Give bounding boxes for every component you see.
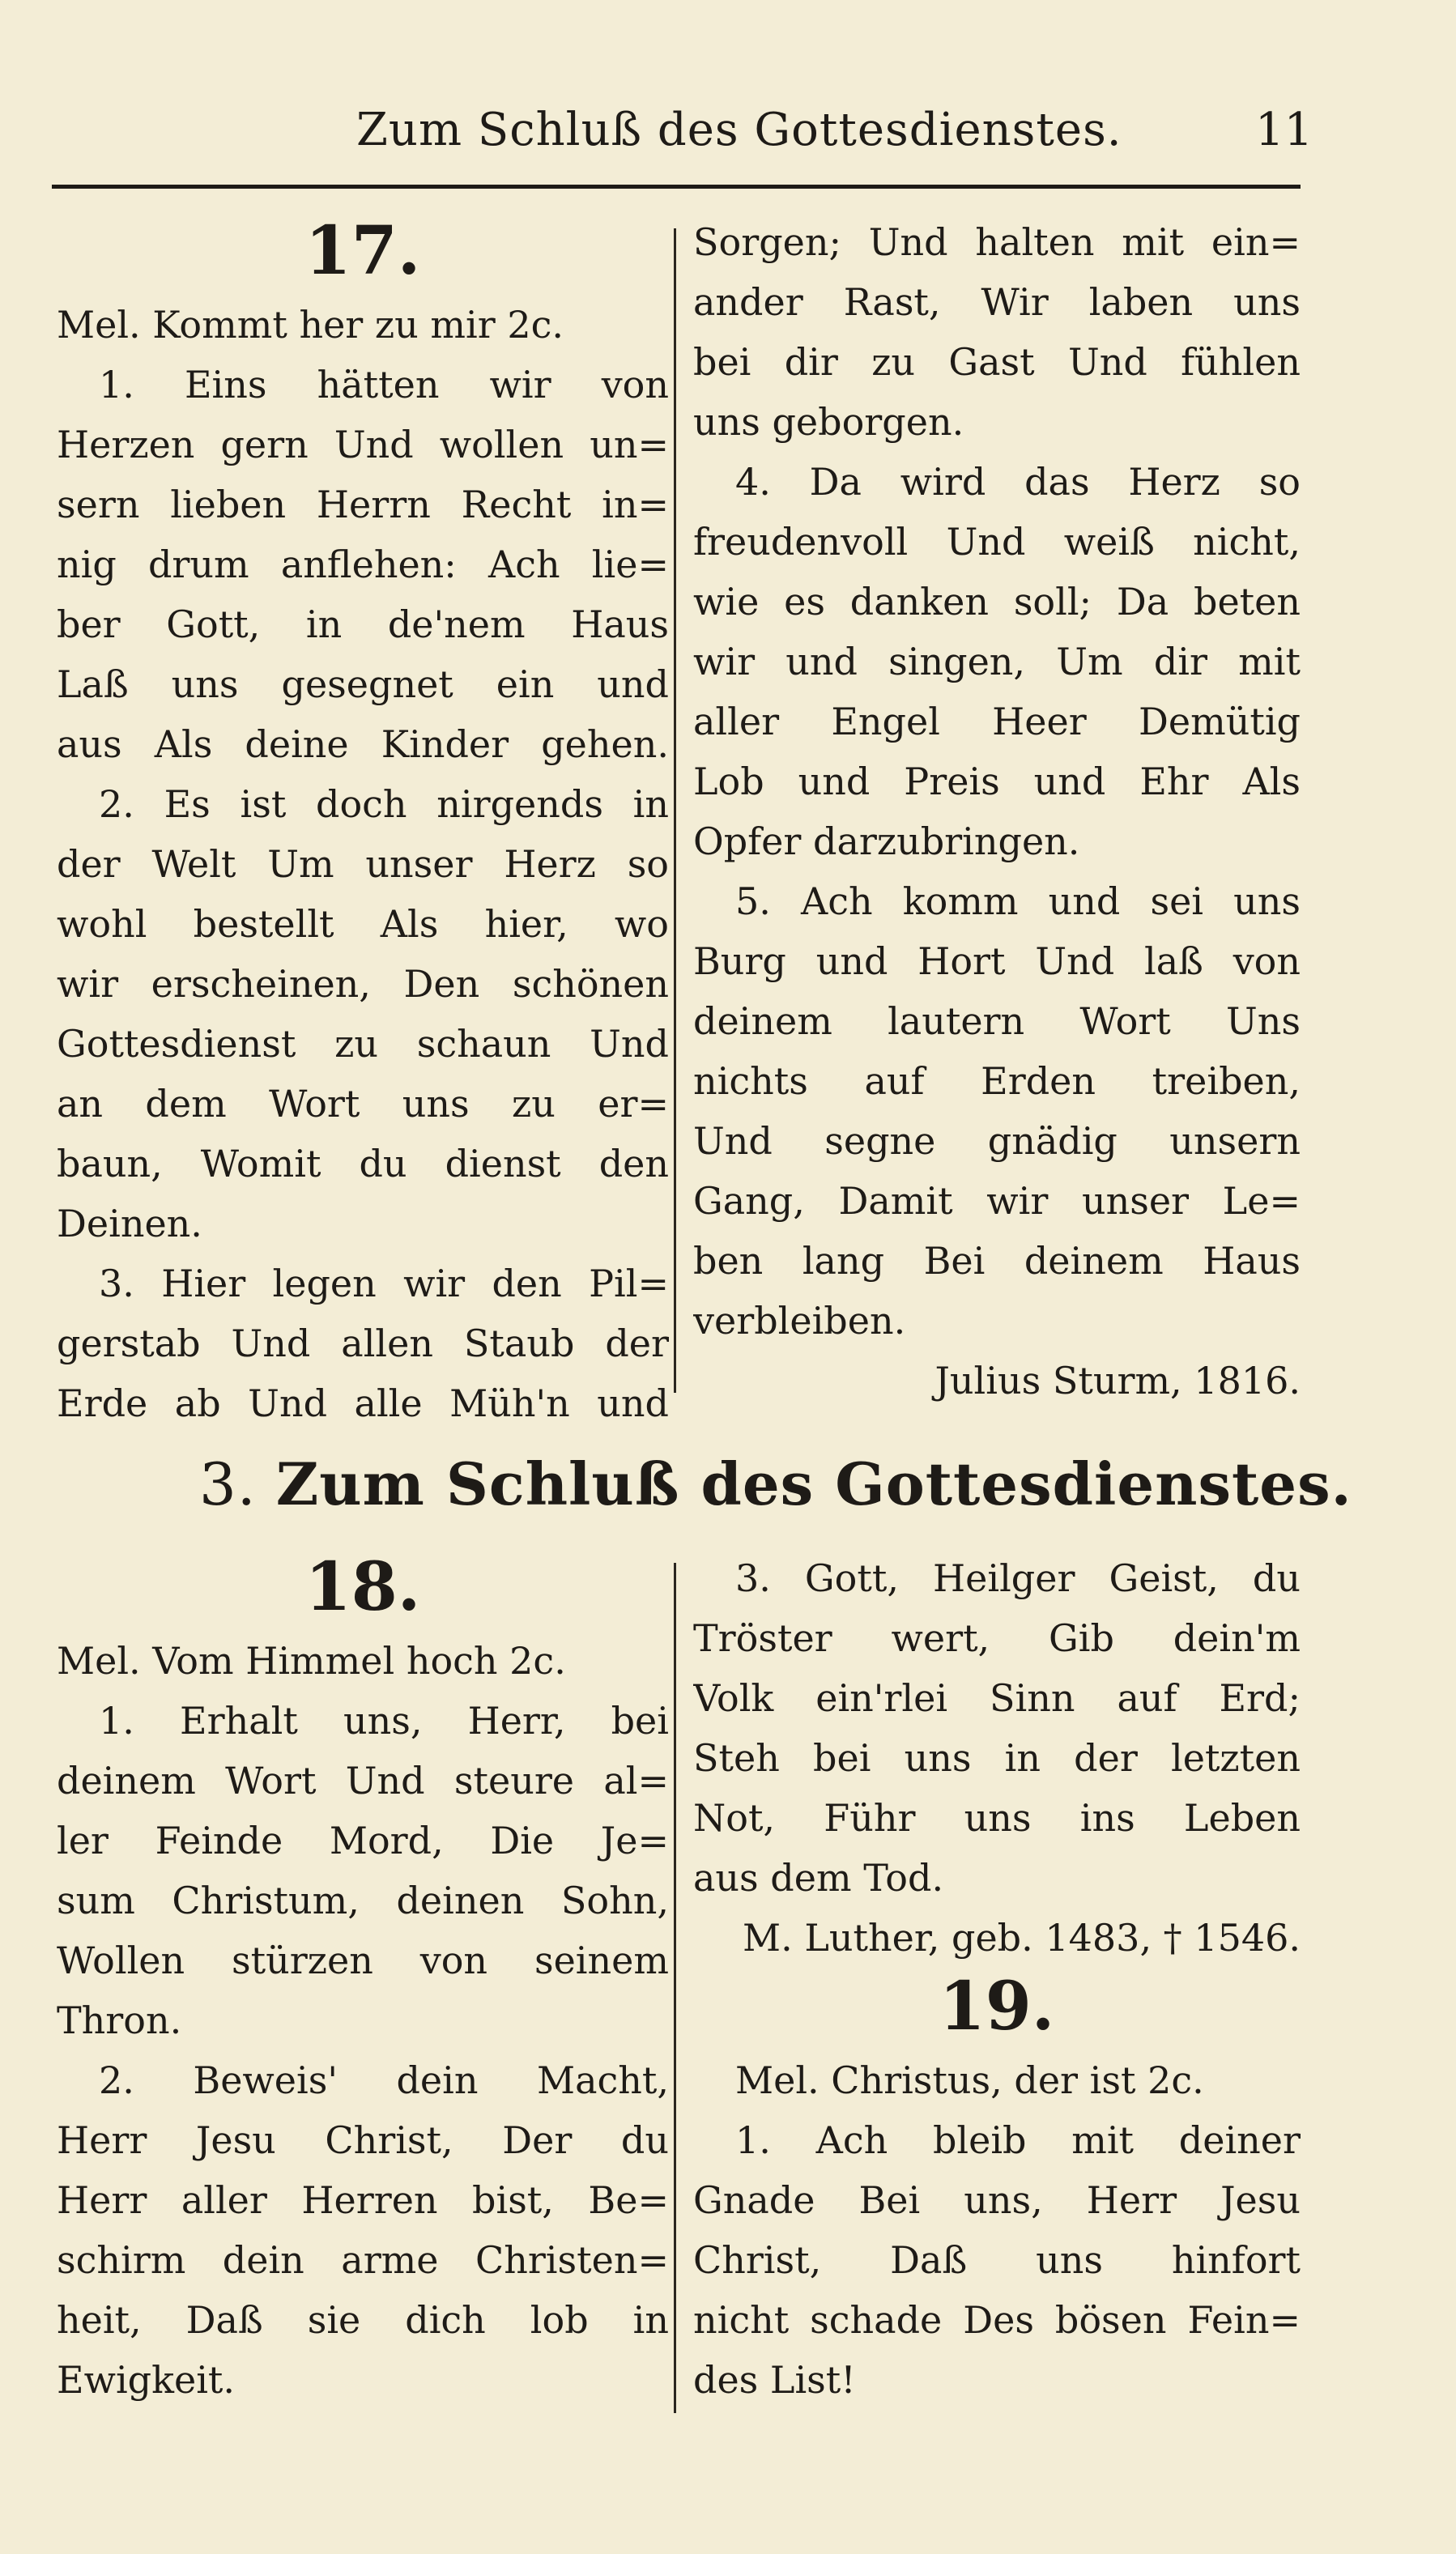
hymn-18-left-column [57,1548,669,2410]
text-line: gerstab Und allen Staub der [57,1322,669,1365]
text-line: wir erscheinen, Den schönen [57,962,669,1006]
text-line: freudenvoll Und weiß nicht, [693,520,1301,564]
text-line: ber Gott, in de'nem Haus [57,602,669,646]
hymn-attribution: Julius Sturm, 1816. [934,1359,1301,1403]
text-line: Burg und Hort Und laß von [693,939,1301,983]
text-line: deinem Wort Und steure al= [57,1759,669,1803]
hymn-attribution: M. Luther, geb. 1483, † 1546. [742,1916,1301,1960]
hymn-number: 19. [939,1968,1055,2045]
text-line: aller Engel Heer Demütig [693,700,1301,743]
text-line: 1. Eins hätten wir von [99,363,669,407]
text-line: Volk ein'rlei Sinn auf Erd; [693,1676,1301,1720]
text-line: 4. Da wird das Herz so [735,460,1301,504]
text-line: uns geborgen. [693,400,964,444]
text-line: 3. Hier legen wir den Pil= [99,1262,669,1305]
hymn-18-19-right-column [693,1548,1301,2410]
text-line: Ewigkeit. [57,2358,236,2402]
text-line: sum Christum, deinen Sohn, [57,1879,669,1922]
text-line: verbleiben. [693,1299,906,1343]
page-number: 11 [1255,104,1313,156]
text-line: 3. Gott, Heilger Geist, du [735,1556,1301,1600]
text-line: Herr aller Herren bist, Be= [57,2178,669,2222]
text-line: Gottesdienst zu schaun Und [57,1022,669,1066]
melody-line: Mel. Christus, der ist 2c. [735,2058,1204,2102]
text-line: wie es danken soll; Da beten [693,580,1301,624]
melody-line: Mel. Kommt her zu mir 2c. [57,303,564,347]
text-line: Erde ab Und alle Müh'n und [57,1381,669,1425]
text-line: bei dir zu Gast Und fühlen [693,340,1301,384]
text-line: ben lang Bei deinem Haus [693,1239,1301,1283]
text-line: sern lieben Herrn Recht in= [57,483,669,526]
text-line: Deinen. [57,1202,202,1245]
section-title: Zum Schluß des Gottesdienstes. [275,1449,1352,1518]
text-line: nig drum anflehen: Ach lie= [57,543,669,586]
column-divider [674,1563,676,2413]
section-heading [199,1449,1352,1518]
header-rule [52,185,1301,189]
text-line: Steh bei uns in der letzten [693,1736,1301,1780]
text-line: Not, Führ uns ins Leben [693,1796,1301,1840]
text-line: Gnade Bei uns, Herr Jesu [693,2178,1301,2222]
text-line: aus dem Tod. [693,1856,944,1900]
text-line: Herr Jesu Christ, Der du [57,2118,669,2162]
text-line: baun, Womit du dienst den [57,1142,669,1185]
hymn-17-right-column [693,212,1301,1411]
running-head: Zum Schluß des Gottesdienstes. [356,104,1122,156]
text-line: Wollen stürzen von seinem [57,1939,669,1982]
text-line: deinem lautern Wort Uns [693,999,1301,1043]
text-line: Und segne gnädig unsern [693,1119,1301,1163]
text-line: Christ, Daß uns hinfort [693,2238,1301,2282]
text-line: an dem Wort uns zu er= [57,1082,669,1126]
text-line: Tröster wert, Gib dein'm [693,1616,1301,1660]
text-line: Lob und Preis und Ehr Als [693,760,1301,803]
melody-line: Mel. Vom Himmel hoch 2c. [57,1639,566,1683]
text-line: ander Rast, Wir laben uns [693,280,1301,324]
hymn-17-left-column [57,212,669,1433]
section-number: 3. [199,1450,257,1518]
text-line: 5. Ach komm und sei uns [735,879,1301,923]
text-line: nicht schade Des bösen Fein= [693,2298,1301,2342]
text-line: wir und singen, Um dir mit [693,640,1301,683]
text-line: Opfer darzubringen. [693,819,1080,863]
text-line: 1. Erhalt uns, Herr, bei [99,1699,669,1743]
text-line: aus Als deine Kinder gehen. [57,722,669,766]
text-line: Herzen gern Und wollen un= [57,423,669,466]
text-line: Laß uns gesegnet ein und [57,662,669,706]
hymn-number: 17. [304,212,421,290]
text-line: Sorgen; Und halten mit ein= [693,220,1301,264]
column-divider [674,228,676,1393]
text-line: des List! [693,2358,856,2402]
text-line: heit, Daß sie dich lob in [57,2298,669,2342]
text-line: wohl bestellt Als hier, wo [57,902,669,946]
text-line: ler Feinde Mord, Die Je= [57,1819,669,1862]
text-line: schirm dein arme Christen= [57,2238,669,2282]
hymn-number: 18. [304,1548,421,1626]
text-line: nichts auf Erden treiben, [693,1059,1301,1103]
text-line: 2. Beweis' dein Macht, [99,2058,669,2102]
text-line: Gang, Damit wir unser Le= [693,1179,1301,1223]
text-line: Thron. [57,1999,182,2042]
text-line: 2. Es ist doch nirgends in [99,782,669,826]
text-line: 1. Ach bleib mit deiner [735,2118,1301,2162]
text-line: der Welt Um unser Herz so [57,842,669,886]
